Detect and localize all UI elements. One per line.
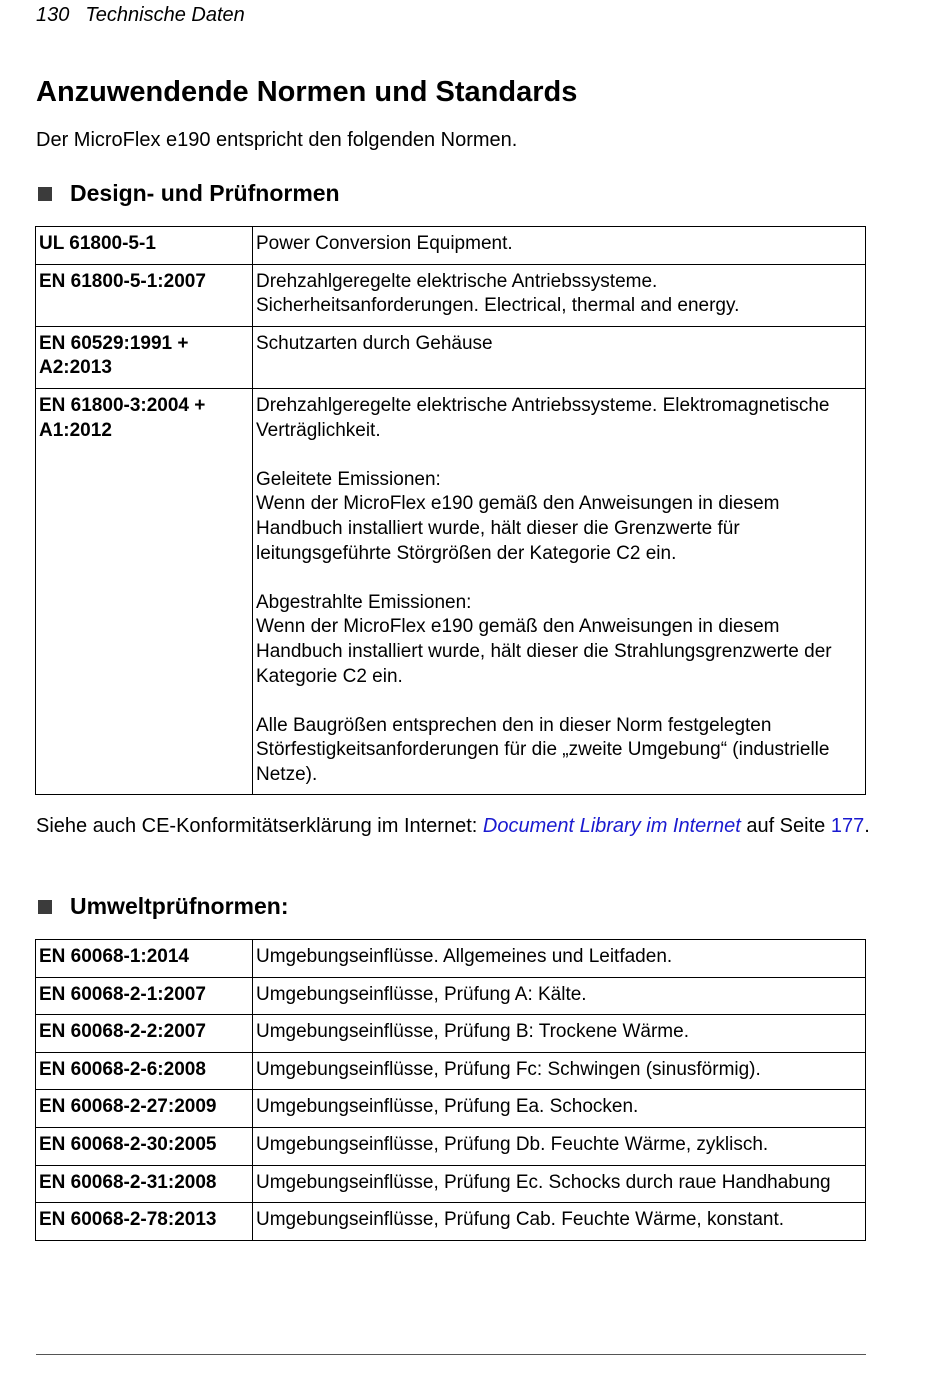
see-also-prefix: Siehe auch CE-Konformitätserklärung im Internet: [36, 815, 483, 837]
running-header [36, 4, 245, 27]
standard-code: EN 60068-1:2014 [36, 940, 253, 978]
standard-code: EN 60068-2-6:2008 [36, 1052, 253, 1090]
description-paragraph: Abgestrahlte Emissionen: Wenn der MicroFlex e190 gemäß den Anweisungen in diesem Handbuch installiert wurde, hält dieser die Strahlungsgrenzwerte der Kategorie C2 ein. [256, 591, 832, 687]
page-reference-link[interactable]: 177 [830, 815, 865, 837]
square-bullet-icon [38, 187, 52, 201]
page-title: Anzuwendende Normen und Standards [36, 76, 578, 108]
table-row [36, 1165, 866, 1203]
description-paragraph: Drehzahlgeregelte elektrische Antriebssysteme. Sicherheitsanforderungen. Electrical, thermal and energy. [256, 270, 740, 317]
standard-code: EN 60068-2-31:2008 [36, 1165, 253, 1203]
table-row [36, 977, 866, 1015]
table-row [36, 1203, 866, 1241]
standard-description: Umgebungseinflüsse, Prüfung Ec. Schocks durch raue Handhabung [253, 1165, 866, 1203]
description-paragraph: Schutzarten durch Gehäuse [256, 332, 493, 354]
standard-description [253, 388, 866, 795]
standard-description: Umgebungseinflüsse, Prüfung Db. Feuchte Wärme, zyklisch. [253, 1127, 866, 1165]
table-row [36, 1015, 866, 1053]
standard-code: UL 61800-5-1 [36, 227, 253, 265]
standard-description [253, 264, 866, 326]
table-row [36, 1052, 866, 1090]
design-standards-heading-text: Design- und Prüfnormen [70, 180, 340, 206]
description-paragraph: Alle Baugrößen entsprechen den in dieser Norm festgelegten Störfestigkeitsanforderungen für die „zweite Umgebung“ (industrielle Netze). [256, 714, 830, 785]
intro-text: Der MicroFlex e190 entspricht den folgenden Normen. [36, 129, 518, 151]
environment-standards-table [35, 939, 866, 1241]
document-library-link[interactable]: Document Library im Internet [482, 815, 741, 837]
see-also-text [36, 813, 876, 840]
standard-description [253, 326, 866, 388]
standard-code: EN 61800-3:2004 + A1:2012 [36, 388, 253, 795]
standard-description [253, 227, 866, 265]
table-row [36, 940, 866, 978]
standard-code: EN 60068-2-78:2013 [36, 1203, 253, 1241]
standard-description: Umgebungseinflüsse, Prüfung A: Kälte. [253, 977, 866, 1015]
standard-code: EN 60529:1991 + A2:2013 [36, 326, 253, 388]
standard-description: Umgebungseinflüsse, Prüfung Ea. Schocken. [253, 1090, 866, 1128]
design-standards-heading [38, 180, 340, 207]
table-row [36, 264, 866, 326]
see-also-middle: auf Seite [740, 815, 831, 837]
standard-description: Umgebungseinflüsse, Prüfung Cab. Feuchte Wärme, konstant. [253, 1203, 866, 1241]
description-paragraph: Drehzahlgeregelte elektrische Antriebssysteme. Elektromagnetische Verträglichkeit. [256, 394, 830, 441]
design-standards-table [35, 226, 866, 795]
table-row [36, 227, 866, 265]
description-paragraph: Geleitete Emissionen: Wenn der MicroFlex e190 gemäß den Anweisungen in diesem Handbuch installiert wurde, hält dieser die Grenzwerte für leitungsgeführte Störgrößen der Kategorie C2 ein. [256, 468, 780, 564]
standard-code: EN 60068-2-30:2005 [36, 1127, 253, 1165]
environment-standards-heading [38, 893, 289, 920]
table-row [36, 1127, 866, 1165]
table-row [36, 1090, 866, 1128]
table-row [36, 388, 866, 795]
page-number: 130 [36, 4, 70, 26]
see-also-suffix: . [864, 815, 870, 837]
standard-code: EN 60068-2-2:2007 [36, 1015, 253, 1053]
header-section-title: Technische Daten [85, 4, 245, 26]
standard-code: EN 60068-2-1:2007 [36, 977, 253, 1015]
standard-description: Umgebungseinflüsse, Prüfung Fc: Schwingen (sinusförmig). [253, 1052, 866, 1090]
environment-standards-heading-text: Umweltprüfnormen: [70, 893, 289, 919]
table-row [36, 326, 866, 388]
square-bullet-icon [38, 900, 52, 914]
standard-code: EN 60068-2-27:2009 [36, 1090, 253, 1128]
standard-description: Umgebungseinflüsse. Allgemeines und Leitfaden. [253, 940, 866, 978]
standard-code: EN 61800-5-1:2007 [36, 264, 253, 326]
standard-description: Umgebungseinflüsse, Prüfung B: Trockene Wärme. [253, 1015, 866, 1053]
description-paragraph: Power Conversion Equipment. [256, 233, 513, 254]
footer-divider [36, 1354, 866, 1355]
